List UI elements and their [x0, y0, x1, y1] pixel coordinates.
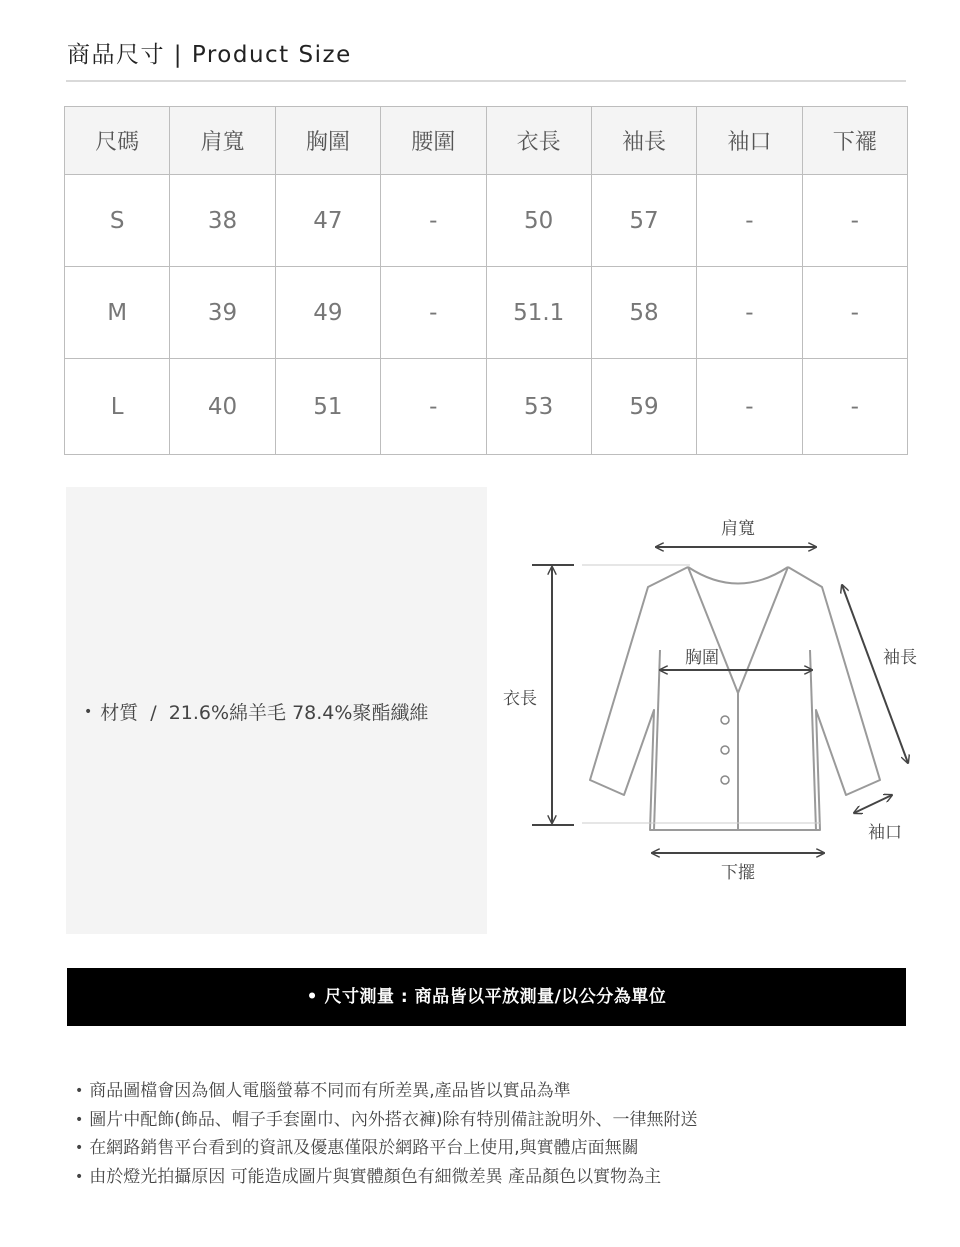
col-header-hem: 下襬: [802, 107, 907, 175]
cardigan-outline: [590, 567, 880, 830]
material-separator: /: [150, 702, 157, 724]
list-item: • 在網路銷售平台看到的資訊及優惠僅限於網路平台上使用,與實體店面無關: [75, 1134, 698, 1163]
sleeve-length-label: 袖長: [883, 648, 917, 668]
measurement-note-bar: • 尺寸測量 : 商品皆以平放測量/以公分為單位: [67, 968, 906, 1026]
table-cell: -: [802, 267, 907, 359]
cuff-label: 袖口: [868, 823, 902, 843]
list-item: • 圖片中配飾(飾品、帽子手套圍巾、內外搭衣褲)除有特別備註說明外、一律無附送: [75, 1106, 698, 1135]
col-header-chest: 胸圍: [275, 107, 380, 175]
list-item: • 商品圖檔會因為個人電腦螢幕不同而有所差異,產品皆以實品為準: [75, 1077, 698, 1106]
table-cell: -: [381, 175, 486, 267]
table-cell: -: [697, 359, 802, 455]
list-item: • 由於燈光拍攝原因 可能造成圖片與實體顏色有細微差異 產品顏色以實物為主: [75, 1163, 698, 1192]
button-icons: [721, 716, 729, 784]
col-header-length: 衣長: [486, 107, 591, 175]
button-icon: [721, 776, 729, 784]
cuff-arrow: [854, 795, 892, 813]
table-cell: -: [802, 359, 907, 455]
length-label: 衣長: [503, 689, 537, 709]
size-table: [64, 106, 908, 455]
table-cell: 51.1: [486, 267, 591, 359]
material-info: [84, 698, 428, 725]
col-header-waist: 腰圍: [381, 107, 486, 175]
col-header-cuff: 袖口: [697, 107, 802, 175]
table-row: [65, 359, 908, 455]
title-divider: [66, 80, 906, 82]
material-value: 21.6%綿羊毛 78.4%聚酯纖維: [168, 702, 429, 724]
table-cell: M: [65, 267, 170, 359]
garment-measurement-diagram: [490, 505, 940, 905]
material-label: 材質: [100, 702, 139, 724]
table-cell: 50: [486, 175, 591, 267]
table-cell: 58: [591, 267, 696, 359]
page-title: 商品尺寸 | Product Size: [67, 42, 352, 68]
button-icon: [721, 746, 729, 754]
table-cell: 49: [275, 267, 380, 359]
table-cell: 47: [275, 175, 380, 267]
notes-list: [75, 1077, 698, 1192]
table-cell: 59: [591, 359, 696, 455]
table-row: [65, 175, 908, 267]
table-cell: L: [65, 359, 170, 455]
table-cell: -: [697, 175, 802, 267]
col-header-sleeve: 袖長: [591, 107, 696, 175]
table-cell: -: [381, 267, 486, 359]
table-cell: 57: [591, 175, 696, 267]
chest-label: 胸圍: [685, 648, 719, 668]
bullet-icon: •: [84, 704, 93, 720]
table-cell: 51: [275, 359, 380, 455]
table-cell: 38: [170, 175, 275, 267]
shoulder-label: 肩寬: [721, 519, 755, 539]
table-cell: -: [802, 175, 907, 267]
size-table-header-row: [65, 107, 908, 175]
button-icon: [721, 716, 729, 724]
table-cell: -: [381, 359, 486, 455]
table-row: [65, 267, 908, 359]
hem-label: 下擺: [721, 863, 755, 883]
table-cell: S: [65, 175, 170, 267]
sleeve-arrow: [842, 585, 908, 763]
table-cell: 40: [170, 359, 275, 455]
col-header-size: 尺碼: [65, 107, 170, 175]
table-cell: -: [697, 267, 802, 359]
table-cell: 53: [486, 359, 591, 455]
col-header-shoulder: 肩寬: [170, 107, 275, 175]
table-cell: 39: [170, 267, 275, 359]
